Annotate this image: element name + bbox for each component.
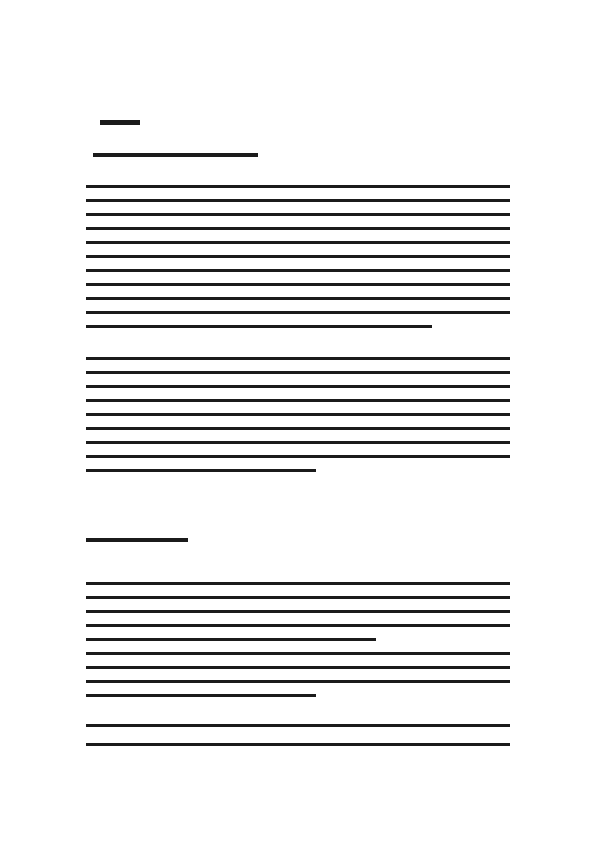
text-line-placeholder bbox=[100, 120, 140, 125]
text-line-placeholder bbox=[86, 357, 510, 360]
text-line-placeholder bbox=[86, 427, 510, 430]
text-line-placeholder bbox=[86, 538, 188, 542]
text-line-placeholder bbox=[86, 283, 510, 286]
text-line-placeholder bbox=[86, 652, 510, 655]
text-line-placeholder bbox=[86, 371, 510, 374]
text-line-placeholder bbox=[86, 227, 510, 230]
text-line-placeholder bbox=[86, 385, 510, 388]
text-line-placeholder bbox=[86, 610, 510, 613]
text-line-placeholder bbox=[86, 680, 510, 683]
text-line-placeholder bbox=[86, 666, 510, 669]
text-line-placeholder bbox=[86, 596, 510, 599]
text-line-placeholder bbox=[86, 297, 510, 300]
text-line-placeholder bbox=[86, 638, 376, 641]
text-line-placeholder bbox=[86, 455, 510, 458]
text-line-placeholder bbox=[86, 213, 510, 216]
text-line-placeholder bbox=[86, 269, 510, 272]
text-line-placeholder bbox=[86, 582, 510, 585]
text-line-placeholder bbox=[86, 441, 510, 444]
text-line-placeholder bbox=[86, 325, 432, 328]
text-line-placeholder bbox=[86, 199, 510, 202]
text-line-placeholder bbox=[86, 469, 316, 472]
text-line-placeholder bbox=[86, 724, 510, 727]
text-line-placeholder bbox=[86, 743, 510, 746]
text-line-placeholder bbox=[86, 694, 316, 697]
text-line-placeholder bbox=[86, 311, 510, 314]
text-line-placeholder bbox=[93, 153, 258, 157]
text-line-placeholder bbox=[86, 255, 510, 258]
text-line-placeholder bbox=[86, 185, 510, 188]
text-line-placeholder bbox=[86, 241, 510, 244]
text-line-placeholder bbox=[86, 399, 510, 402]
text-line-placeholder bbox=[86, 413, 510, 416]
text-line-placeholder bbox=[86, 624, 510, 627]
